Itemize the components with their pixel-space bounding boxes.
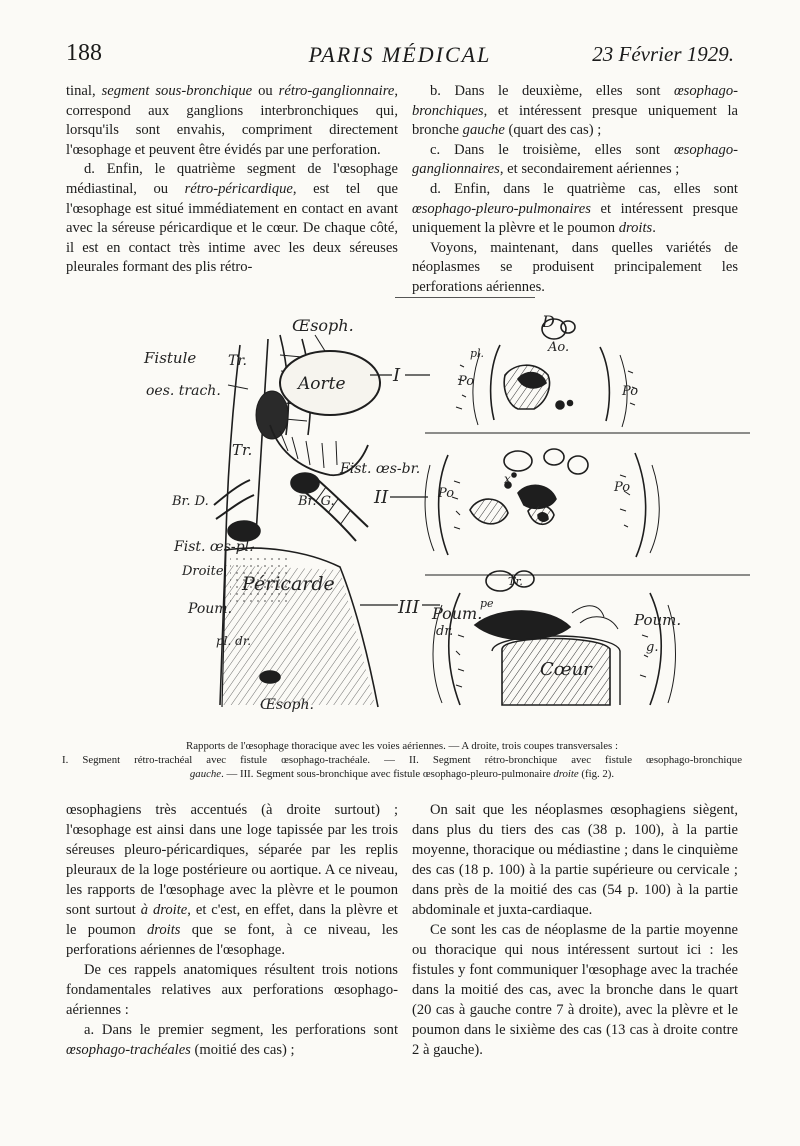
s1-label-pl: pl.: [470, 347, 485, 360]
bottom-right-column: [412, 800, 738, 1060]
label-pericarde: Péricarde: [242, 573, 335, 595]
label-roman-i: I: [393, 365, 401, 386]
label-br-d: Br. D.: [172, 494, 209, 509]
s1-label-po-left: Po: [458, 374, 475, 389]
bronchus-right: [214, 480, 250, 505]
bottom-left-column: [66, 800, 398, 1060]
s3-label-dr: dr.: [436, 624, 454, 639]
s1-label-ao: Ao.: [548, 340, 570, 355]
s3-label-pe: pe: [480, 597, 494, 610]
label-roman-iii: III: [398, 597, 420, 618]
top-right-column: [412, 82, 738, 298]
paragraph: a. Dans le premier segment, les perforations sont œsophago-trachéales (moitié des cas) ;: [66, 1022, 398, 1058]
s2-label-po-left: Po: [438, 486, 455, 501]
label-oesoph-top: Œsoph.: [292, 316, 354, 335]
s3-label-poum-right: Poum.: [634, 611, 682, 629]
label-poum: Poum.: [188, 601, 233, 617]
top-left-column: [66, 82, 398, 278]
label-droite: Droite: [182, 564, 224, 579]
s2-label-x: x: [504, 472, 511, 486]
label-pl-dr: pl. dr.: [216, 634, 252, 648]
section-ii: [425, 449, 659, 557]
paragraph: b. Dans le deuxième, elles sont œsophago-bronchiques, et intéressent presque uniquement la bronche gauche (quart des cas) ;: [412, 83, 738, 139]
page-header: [66, 40, 734, 70]
issue-date: 23 Février 1929.: [592, 42, 734, 66]
s3-label-g: g.: [646, 640, 659, 655]
paragraph: d. Enfin, le quatrième segment de l'œsophage médiastinal, ou rétro-péricardique, est tel que l'œsophage est situé immédiatement en contact en avant avec la séreuse péricardique et le cœur. De chaque côté, il est en contact très intime avec les deux séreuses pleurales formant des plis rétro-: [66, 161, 398, 276]
figure-caption: [62, 739, 742, 781]
paragraph: Voyons, maintenant, dans quelles variétés de néoplasmes se produisent principalement les perforations aériennes.: [412, 239, 738, 295]
caption-line: Rapports de l'œsophage thoracique avec les voies aériennes. — A droite, trois coupes transversales :: [186, 740, 618, 752]
anatomical-figure: [130, 305, 750, 725]
figure-drawing: [130, 305, 750, 725]
label-br-g: Br. G.: [298, 494, 335, 509]
paragraph: d. Enfin, dans le quatrième cas, elles sont œsophago-pleuro-pulmonaires et intéressent presque uniquement la plèvre et le poumon droits.: [412, 180, 738, 237]
paragraph: tinal, segment sous-bronchique ou rétro-ganglionnaire, correspond aux ganglions interbronchiques qui, lorsqu'ils sont envahis, compriment directement l'œsophage et peuvent être évidés par une perforation.: [66, 83, 398, 158]
paragraph: Ce sont les cas de néoplasme de la partie moyenne ou thoracique qui nous intéressent surtout ici : les fistules y font communiquer l'œsophage avec la trachée dans la moitié des cas, avec la bronche dans le quart (20 cas à gauche contre 7 à droite), avec la plèvre et le poumon dans le sixième des cas (13 cas à droite contre 2 à gauche).: [412, 922, 738, 1058]
label-roman-ii: II: [374, 487, 389, 508]
s3-label-coeur: Cœur: [540, 659, 592, 680]
paragraph: œsophagiens très accentués (à droite surtout) ; l'œsophage est ainsi dans une loge tapissée par les trois séreuses pleuro-péricardiques, séparée par les replis pleuraux de la loge postérieure ou aortique. A ce niveau, les rapports de l'œsophage avec la plèvre et le poumon sont surtout à droite, et c'est, en effet, dans la plèvre et le poumon droits que se font, à ce niveau, les perforations aériennes de l'œsophage.: [66, 802, 398, 958]
page-number: 188: [66, 40, 102, 66]
section-i: [456, 319, 637, 427]
label-oes-trach: oes. trach.: [146, 383, 221, 399]
label-fist-oes-br: Fist. œs-br.: [340, 461, 421, 477]
label-aorte: Aorte: [298, 374, 346, 394]
s2-label-po-right: Po: [614, 480, 631, 495]
paragraph: De ces rappels anatomiques résultent trois notions fondamentales relatives aux perforations œsophago-aériennes :: [66, 962, 398, 1018]
label-tr-top: Tr.: [228, 353, 247, 369]
s1-label-d: D: [542, 312, 555, 331]
label-fist-oes-pl: Fist. œs-pl.: [174, 539, 254, 555]
label-oesoph-bottom: Œsoph.: [260, 697, 314, 713]
paragraph: c. Dans le troisième, elles sont œsophago-ganglionnaires, et secondairement aériennes ;: [412, 141, 738, 178]
paragraph: On sait que les néoplasmes œsophagiens siègent, dans plus du tiers des cas (38 p. 100), à la partie moyenne, thoracique ou médiastine ; dans le cinquième des cas (18 p. 100) à la partie supérieure ou cervicale ; dans près de la moitié des cas (54 p. 100) à la partie abdominale et juxta-cardiaque.: [412, 802, 738, 918]
divider: [395, 297, 535, 298]
label-fistule: Fistule: [144, 349, 197, 367]
label-tr-mid: Tr.: [232, 441, 253, 459]
s3-label-poum-left: Poum.: [432, 604, 483, 623]
caption-line: gauche. — III. Segment sous-bronchique avec fistule œsophago-pleuro-pulmonaire droite (fig. 2).: [189, 768, 615, 780]
section-iii: [433, 571, 676, 705]
s1-label-po-right: Po: [622, 384, 639, 399]
s3-label-tr: Tr.: [508, 575, 523, 588]
caption-line: I. Segment rétro-trachéal avec fistule œsophago-trachéale. — II. Segment rétro-bronchique avec fistule œsophago-bronchique: [62, 754, 742, 766]
journal-title: PARIS MÉDICAL: [308, 42, 492, 67]
